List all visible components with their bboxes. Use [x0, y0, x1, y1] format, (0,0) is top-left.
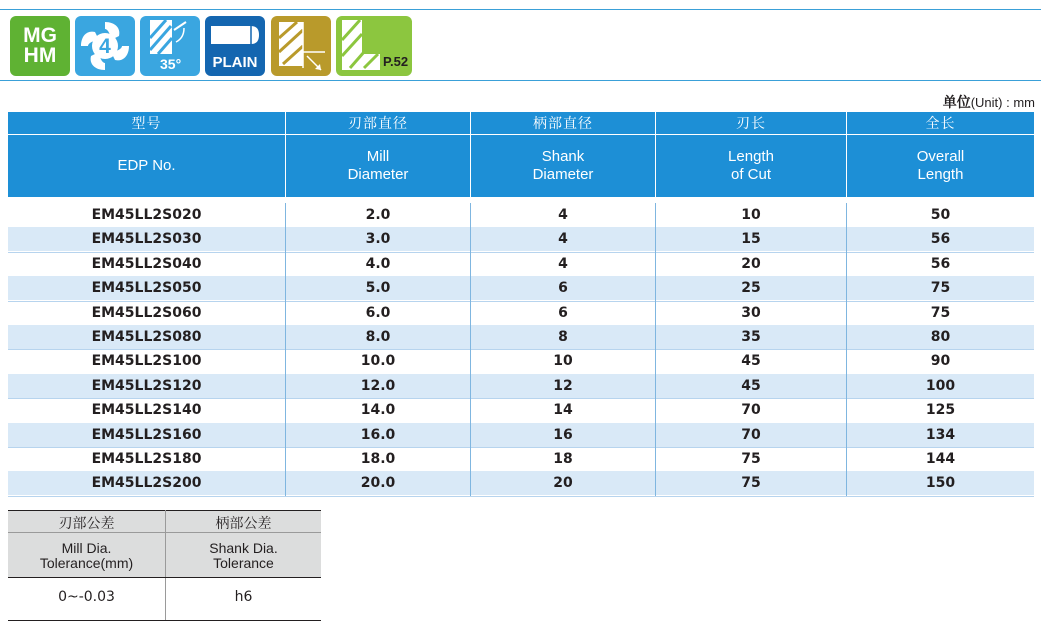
edp-cell: EM45LL2S160 — [91, 426, 202, 443]
edp-cell: EM45LL2S080 — [91, 329, 202, 345]
overall-length-cell: 134 — [925, 426, 956, 443]
mill-tolerance-title-en: Mill Dia. Tolerance(mm) — [39, 540, 134, 571]
mill-diameter-cell: 20.0 — [360, 475, 396, 492]
edp-cell: EM45LL2S180 — [91, 451, 202, 467]
overall-length-cell: 90 — [930, 353, 951, 370]
edp-cell: EM45LL2S060 — [91, 304, 202, 321]
edp-cell: EM45LL2S050 — [91, 280, 202, 297]
overall-length-cell: 56 — [930, 231, 951, 248]
column-divider — [655, 203, 656, 496]
tolerance-mid-rule — [8, 577, 321, 578]
edp-cell: EM45LL2S030 — [91, 231, 202, 248]
edp-cell: EM45LL2S200 — [91, 475, 202, 492]
shank-diameter-cell: 4 — [558, 255, 568, 272]
overall-length-cell: 75 — [930, 304, 951, 321]
edp-cell: EM45LL2S040 — [91, 255, 202, 272]
overall-length-cell: 75 — [930, 280, 951, 297]
overall-length-cell: 150 — [925, 475, 956, 492]
table-row — [8, 325, 1034, 349]
shank-diameter-cell: 16 — [553, 426, 573, 443]
shank-tolerance-title-cn: 柄部公差 — [215, 516, 272, 532]
table-row — [8, 203, 1034, 227]
table-row — [8, 423, 1034, 447]
edp-cell: EM45LL2S020 — [91, 207, 202, 223]
edp-cell: EM45LL2S100 — [91, 353, 202, 370]
column-divider — [846, 203, 847, 496]
length-of-cut-cell: 20 — [741, 255, 761, 272]
length-of-cut-cell: 25 — [741, 280, 761, 297]
shank-diameter-cell: 8 — [558, 329, 568, 345]
top-rule — [0, 9, 1041, 10]
material-mghm-icon: MG HM — [10, 16, 70, 76]
mill-diameter-cell: 16.0 — [360, 426, 396, 443]
table-row — [8, 447, 1034, 471]
mill-tolerance-value: 0~-0.03 — [58, 589, 115, 605]
shank-diameter-cell: 10 — [553, 353, 573, 370]
mill-diameter-cell: 4.0 — [365, 255, 391, 272]
tolerance-bottom-rule — [8, 620, 321, 621]
header-shank-diameter: 柄部直径 Shank Diameter — [532, 116, 594, 183]
shank-tolerance-title-en: Shank Dia. Tolerance — [209, 540, 278, 571]
table-row — [8, 349, 1034, 373]
overall-length-cell: 50 — [930, 207, 951, 223]
mill-diameter-cell: 8.0 — [365, 329, 391, 345]
unit-label: 单位(Unit) : mm — [942, 95, 1035, 111]
mill-diameter-cell: 14.0 — [360, 402, 396, 419]
mill-diameter-cell: 18.0 — [360, 451, 396, 467]
shank-tolerance-value: h6 — [234, 589, 253, 605]
mill-diameter-cell: 6.0 — [365, 304, 391, 321]
table-row — [8, 398, 1034, 422]
overall-length-cell: 56 — [930, 255, 951, 272]
mill-diameter-cell: 5.0 — [365, 280, 391, 297]
plain-shank-icon: PLAIN — [205, 16, 265, 76]
edp-cell: EM45LL2S140 — [91, 402, 202, 419]
overall-length-cell: 125 — [925, 402, 956, 419]
helix-angle-icon: 35° — [140, 16, 200, 76]
length-of-cut-cell: 35 — [741, 329, 761, 345]
shank-diameter-cell: 12 — [553, 377, 573, 394]
length-of-cut-cell: 75 — [741, 451, 761, 467]
length-of-cut-cell: 70 — [741, 402, 761, 419]
page-reference-icon: P.52 — [336, 16, 412, 76]
mill-diameter-cell: 3.0 — [365, 231, 391, 248]
header-length-of-cut: 刃长 Length of Cut — [728, 116, 774, 183]
table-row — [8, 471, 1034, 495]
cutting-direction-icon — [271, 16, 331, 76]
length-of-cut-cell: 45 — [741, 353, 761, 370]
header-edp: 型号 EDP No. — [117, 116, 176, 174]
mill-diameter-cell: 12.0 — [360, 377, 396, 394]
table-row — [8, 301, 1034, 325]
mill-diameter-cell: 2.0 — [365, 207, 391, 223]
four-flute-icon: 4 — [75, 16, 135, 76]
shank-diameter-cell: 6 — [558, 280, 568, 297]
column-divider — [470, 203, 471, 496]
table-row — [8, 227, 1034, 251]
header-overall-length: 全长 Overall Length — [916, 116, 965, 183]
header-rule — [0, 80, 1041, 81]
shank-diameter-cell: 20 — [553, 475, 573, 492]
length-of-cut-cell: 10 — [741, 207, 761, 223]
edp-cell: EM45LL2S120 — [91, 377, 202, 394]
length-of-cut-cell: 70 — [741, 426, 761, 443]
shank-diameter-cell: 14 — [553, 402, 573, 419]
header-mill-diameter: 刃部直径 Mill Diameter — [347, 116, 409, 183]
shank-diameter-cell: 18 — [553, 451, 573, 467]
overall-length-cell: 80 — [930, 329, 951, 345]
shank-diameter-cell: 4 — [558, 207, 568, 223]
mill-tolerance-title-cn: 刃部公差 — [58, 516, 115, 532]
table-row — [8, 374, 1034, 398]
shank-diameter-cell: 4 — [558, 231, 568, 248]
column-divider — [285, 203, 286, 496]
overall-length-cell: 100 — [925, 377, 956, 394]
length-of-cut-cell: 45 — [741, 377, 761, 394]
row-divider — [8, 496, 1034, 497]
table-row — [8, 276, 1034, 300]
table-row — [8, 252, 1034, 276]
shank-diameter-cell: 6 — [558, 304, 568, 321]
mill-diameter-cell: 10.0 — [360, 353, 396, 370]
length-of-cut-cell: 30 — [741, 304, 761, 321]
length-of-cut-cell: 15 — [741, 231, 761, 248]
overall-length-cell: 144 — [925, 451, 956, 467]
length-of-cut-cell: 75 — [741, 475, 761, 492]
